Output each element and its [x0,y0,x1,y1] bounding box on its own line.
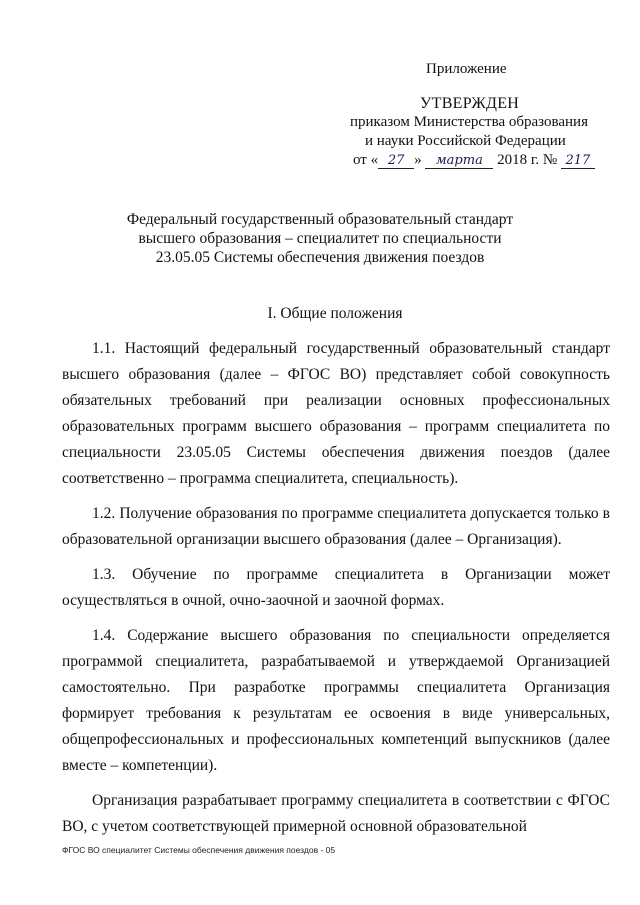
title-line-3: 23.05.05 Системы обеспечения движения поездов [155,249,485,266]
paragraph-1-4: 1.4. Содержание высшего образования по специальности определяется программой специалитета, разрабатываемой и утверждаемой Организацией самостоятельно. При разработке программы специалитета Организация формирует требования к результатам ее освоения в виде универсальных, общепрофессиональных и профессиональных компетенций выпускников (далее вместе – компетенции). [62,627,610,774]
approval-date-line [340,151,590,170]
section-heading: I. Общие положения [267,305,403,322]
paragraph-1-3: 1.3. Обучение по программе специалитета в Организации может осуществляться в очной, очно-заочной и заочной формах. [62,566,610,609]
paragraph-1-2: 1.2. Получение образования по программе специалитета допускается только в образовательной организации высшего образования (далее – Организация). [62,505,610,548]
document-body [62,336,610,849]
approved-heading: УТВЕРЖДЕН [420,95,520,112]
approval-line-1: приказом Министерства образования [350,114,588,130]
date-prefix: от « [353,152,379,168]
date-mid: » [414,152,422,168]
document-title [60,210,580,267]
page-footer: ФГОС ВО специалитет Системы обеспечения движения поездов - 05 [62,845,336,855]
date-year: 2018 г. № [497,152,558,168]
handwritten-month: марта [425,154,493,169]
approval-block [340,94,590,170]
appendix-label: Приложение [426,61,507,77]
paragraph-1-1: 1.1. Настоящий федеральный государственный образовательный стандарт высшего образования (далее – ФГОС ВО) представляет собой совокупность обязательных требований при реализации основных профессиональных образовательных программ высшего образования – программ специалитета по специальности 23.05.05 Системы обеспечения движения поездов (далее соответственно – программа специалитета, специальность). [62,340,610,487]
paragraph-organization: Организация разрабатывает программу специалитета в соответствии с ФГОС ВО, с учетом соответствующей примерной основной образовательной [62,792,610,835]
handwritten-day: 27 [378,154,414,169]
title-line-2: высшего образования – специалитет по специальности [138,230,502,247]
title-line-1: Федеральный государственный образовательный стандарт [126,211,514,228]
handwritten-order-number: 217 [561,154,595,169]
approval-line-2: и науки Российской Федерации [365,133,566,149]
